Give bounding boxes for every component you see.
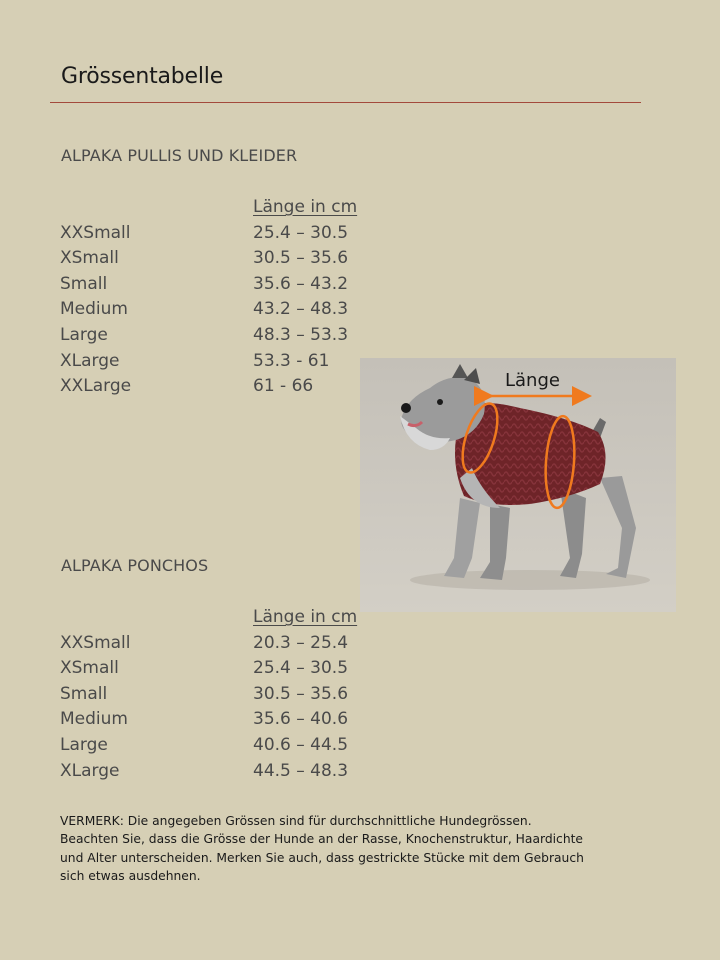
note-line: Beachten Sie, dass die Grösse der Hunde an der Rasse, Knochenstruktur, Haardichte bbox=[60, 832, 584, 847]
pullis-length-header: Länge in cm bbox=[253, 197, 358, 217]
table-row bbox=[60, 759, 380, 785]
note-line: und Alter unterscheiden. Merken Sie auch, dass gestrickte Stücke mit dem Gebrauch bbox=[60, 850, 584, 865]
size-name: XSmall bbox=[60, 658, 119, 679]
table-row bbox=[60, 323, 380, 349]
size-length: 44.5 – 48.3 bbox=[253, 760, 349, 781]
size-length: 35.6 – 40.6 bbox=[253, 709, 349, 730]
table-row bbox=[60, 631, 380, 657]
size-length: 48.3 – 53.3 bbox=[253, 324, 349, 345]
ponchos-size-table bbox=[60, 605, 380, 784]
size-name: Small bbox=[60, 683, 108, 704]
size-name: Small bbox=[60, 273, 108, 294]
size-length: 61 - 66 bbox=[253, 376, 314, 397]
note-line: VERMERK: Die angegeben Grössen sind für durchschnittliche Hundegrössen. bbox=[60, 814, 532, 828]
size-length: 35.6 – 43.2 bbox=[253, 273, 349, 294]
note-line: sich etwas ausdehnen. bbox=[60, 869, 201, 884]
pullis-header-row bbox=[60, 195, 380, 221]
table-row bbox=[60, 374, 380, 400]
page-title: Grössentabelle bbox=[61, 64, 224, 89]
ponchos-heading: ALPAKA PONCHOS bbox=[61, 556, 209, 575]
table-row bbox=[60, 707, 380, 733]
size-length: 40.6 – 44.5 bbox=[253, 734, 349, 755]
dog-illustration bbox=[360, 358, 676, 612]
size-length: 43.2 – 48.3 bbox=[253, 299, 349, 320]
size-length: 25.4 – 30.5 bbox=[253, 658, 349, 679]
size-length: 20.3 – 25.4 bbox=[253, 632, 349, 653]
size-note bbox=[60, 812, 630, 886]
table-row bbox=[60, 682, 380, 708]
size-name: XSmall bbox=[60, 248, 119, 269]
size-name: XLarge bbox=[60, 350, 120, 371]
pullis-heading: ALPAKA PULLIS UND KLEIDER bbox=[61, 146, 298, 165]
table-row bbox=[60, 656, 380, 682]
dog-sweater-photo bbox=[360, 358, 676, 612]
size-name: XXSmall bbox=[60, 632, 131, 653]
table-row bbox=[60, 221, 380, 247]
length-label: Länge bbox=[505, 370, 560, 391]
table-row bbox=[60, 733, 380, 759]
title-divider bbox=[50, 102, 641, 103]
size-name: Medium bbox=[60, 709, 128, 730]
size-name: XLarge bbox=[60, 760, 120, 781]
size-name: Large bbox=[60, 324, 108, 345]
size-name: Medium bbox=[60, 299, 128, 320]
pullis-size-table bbox=[60, 195, 380, 400]
size-length: 25.4 – 30.5 bbox=[253, 222, 349, 243]
size-length: 53.3 - 61 bbox=[253, 350, 330, 371]
table-row bbox=[60, 349, 380, 375]
size-name: XXLarge bbox=[60, 376, 132, 397]
size-name: XXSmall bbox=[60, 222, 131, 243]
ponchos-length-header: Länge in cm bbox=[253, 607, 358, 627]
table-row bbox=[60, 297, 380, 323]
table-row bbox=[60, 272, 380, 298]
size-length: 30.5 – 35.6 bbox=[253, 248, 349, 269]
size-length: 30.5 – 35.6 bbox=[253, 683, 349, 704]
size-name: Large bbox=[60, 734, 108, 755]
ponchos-header-row bbox=[60, 605, 380, 631]
table-row bbox=[60, 246, 380, 272]
